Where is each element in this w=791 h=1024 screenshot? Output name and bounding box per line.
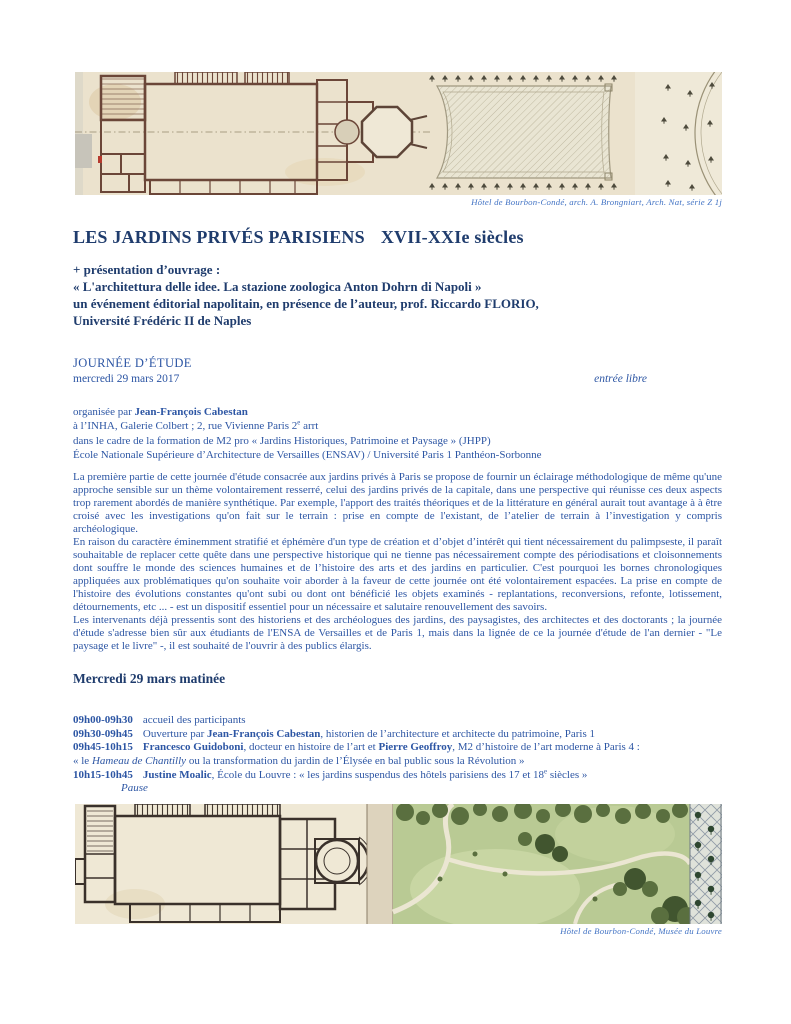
- presentation-block: [73, 261, 722, 329]
- circular-salon: [316, 840, 358, 882]
- bottom-plan-image: [75, 804, 722, 924]
- event-date: mercredi 29 mars 2017: [73, 373, 180, 385]
- top-plan-image: [75, 72, 722, 195]
- schedule-entry: Ouverture par Jean-François Cabestan, historien de l’architecture et architecte du patrimoine, Paris 1: [142, 727, 595, 740]
- top-image-caption: Hôtel de Bourbon-Condé, arch. A. Brongniart, Arch. Nat, série Z 1j: [471, 197, 722, 207]
- schedule-row-pause: [73, 782, 722, 796]
- octagonal-salon: [362, 107, 412, 157]
- top-figure: [75, 72, 722, 207]
- schedule-entry: « le Hameau de Chantilly ou la transformation du jardin de l’Élysée en bal public sous la Révolution »: [73, 754, 525, 767]
- tree-row-top: [427, 74, 623, 83]
- admission-note: entrée libre: [594, 373, 647, 385]
- schedule-entry: Justine Moalic, École du Louvre : « les jardins suspendus des hôtels parisiens des 17 et 18e siècles »: [142, 767, 588, 781]
- trellis-band: [690, 804, 722, 924]
- title-main: LES JARDINS PRIVÉS PARISIENS: [73, 227, 365, 247]
- schedule-row: [73, 755, 722, 769]
- apse: [335, 120, 359, 144]
- schedule-row: [73, 769, 722, 783]
- schedule-row: [73, 741, 722, 755]
- organizer-line: organisée par Jean-François Cabestan: [73, 406, 248, 418]
- organizer-line: École Nationale Supérieure d’Architecture de Versailles (ENSAV) / Université Paris 1 Panthéon-Sorbonne: [73, 448, 542, 461]
- presentation-line: Université Frédéric II de Naples: [73, 313, 252, 328]
- paragraph: Les intervenants déjà pressentis sont des historiens et des archéologues des jardins, des paysagistes, des architectes et des doctorants ; la journée d'étude s'adresse bien sûr aux étudiants de l'ENSA de Versailles et de Paris 1, mais dans la lignée de ce la journée d'étude de l'an dernier - "Le paysage et le livre" -, il est souhaité de l'ouvrir à des publics élargis.: [73, 614, 722, 653]
- title-period: XVII-XXIe siècles: [380, 227, 524, 247]
- garden: [393, 804, 697, 924]
- schedule-block: [73, 714, 722, 796]
- event-heading: JOURNÉE D’ÉTUDE: [73, 356, 192, 370]
- terrace-band: [367, 804, 393, 924]
- red-accent: [98, 156, 102, 163]
- bottom-figure: [75, 804, 722, 936]
- schedule-row: [73, 714, 722, 728]
- page-title: [73, 227, 722, 248]
- schedule-time: 10h15-10h45: [73, 768, 133, 781]
- organizer-line: à l’INHA, Galerie Colbert ; 2, rue Vivienne Paris 2e arrt: [73, 419, 319, 433]
- paragraph: La première partie de cette journée d'étude consacrée aux jardins privés à Paris se propose de fournir un éclairage méthodologique de même qu'une approche sensible sur un thème volontairement resserré, celui des jardins privés de la capitale, dans une perspective qui réunisse ces deux aspects trop rarement abordés de manière synthétique. Par exemple, l'apport des traités théoriques et de la littérature en général aurait tout avantage à à être croisé avec les investigations qu'on fait sur le terrain : prise en compte de l'existant, de l’atelier de terrain à l’investigation y compris archéologique.: [73, 471, 722, 536]
- session-heading: Mercredi 29 mars matinée: [73, 671, 226, 687]
- organizer-line: dans le cadre de la formation de M2 pro « Jardins Historiques, Patrimoine et Paysage » (JHPP): [73, 434, 491, 447]
- description-block: [73, 471, 722, 653]
- tree-row-bottom: [427, 182, 623, 191]
- grey-block: [75, 134, 92, 168]
- organizer-block: [73, 405, 722, 462]
- presentation-line: « L'architettura delle idee. La stazione zoologica Anton Dohrn di Napoli »: [73, 279, 482, 294]
- schedule-time: 09h30-09h45: [73, 727, 133, 740]
- schedule-time: 09h45-10h15: [73, 741, 133, 754]
- paragraph: En raison du caractère éminemment stratifié et éphémère d'un type de création et d’objet d’intérêt qui tient nécessairement du palimpseste, il paraît souhaitable de replacer cette quête dans une perspective historique qui ne tienne pas nécessairement compte des périodisations et cloisonnements dont souffre le monde des sciences humaines et de l’histoire des arts et des jardins en particulier. C'est pourquoi les bornes chronologiques appliquées aux problématiques qu'on souhaite voir aborder à la faveur de cette journée ont été volontairement espacées. La prise en compte de l'histoire des évolutions constantes qu'ont subi ou dont ont bénéficié les objets examinés - replantations, reconversions, refonte, lotissement, détournements, etc ... - est un dispositif essentiel pour un nécessaire et salutaire renouvellement des savoirs.: [73, 536, 722, 614]
- schedule-time: 09h00-09h30: [73, 714, 133, 727]
- presentation-line: un événement éditorial napolitain, en présence de l’auteur, prof. Riccardo FLORIO,: [73, 296, 539, 311]
- parterre: [437, 84, 612, 180]
- right-panel: [635, 72, 722, 195]
- date-row: [73, 373, 722, 385]
- schedule-entry: accueil des participants: [142, 714, 246, 727]
- schedule-entry: Pause: [121, 782, 148, 795]
- schedule-row: [73, 728, 722, 742]
- presentation-line: + présentation d’ouvrage :: [73, 262, 221, 277]
- schedule-entry: Francesco Guidoboni, docteur en histoire de l’art et Pierre Geoffroy, M2 d’histoire de l’art moderne à Paris 4 :: [142, 741, 640, 754]
- left-margin-strip: [75, 72, 83, 195]
- bottom-image-caption: Hôtel de Bourbon-Condé, Musée du Louvre: [560, 925, 722, 936]
